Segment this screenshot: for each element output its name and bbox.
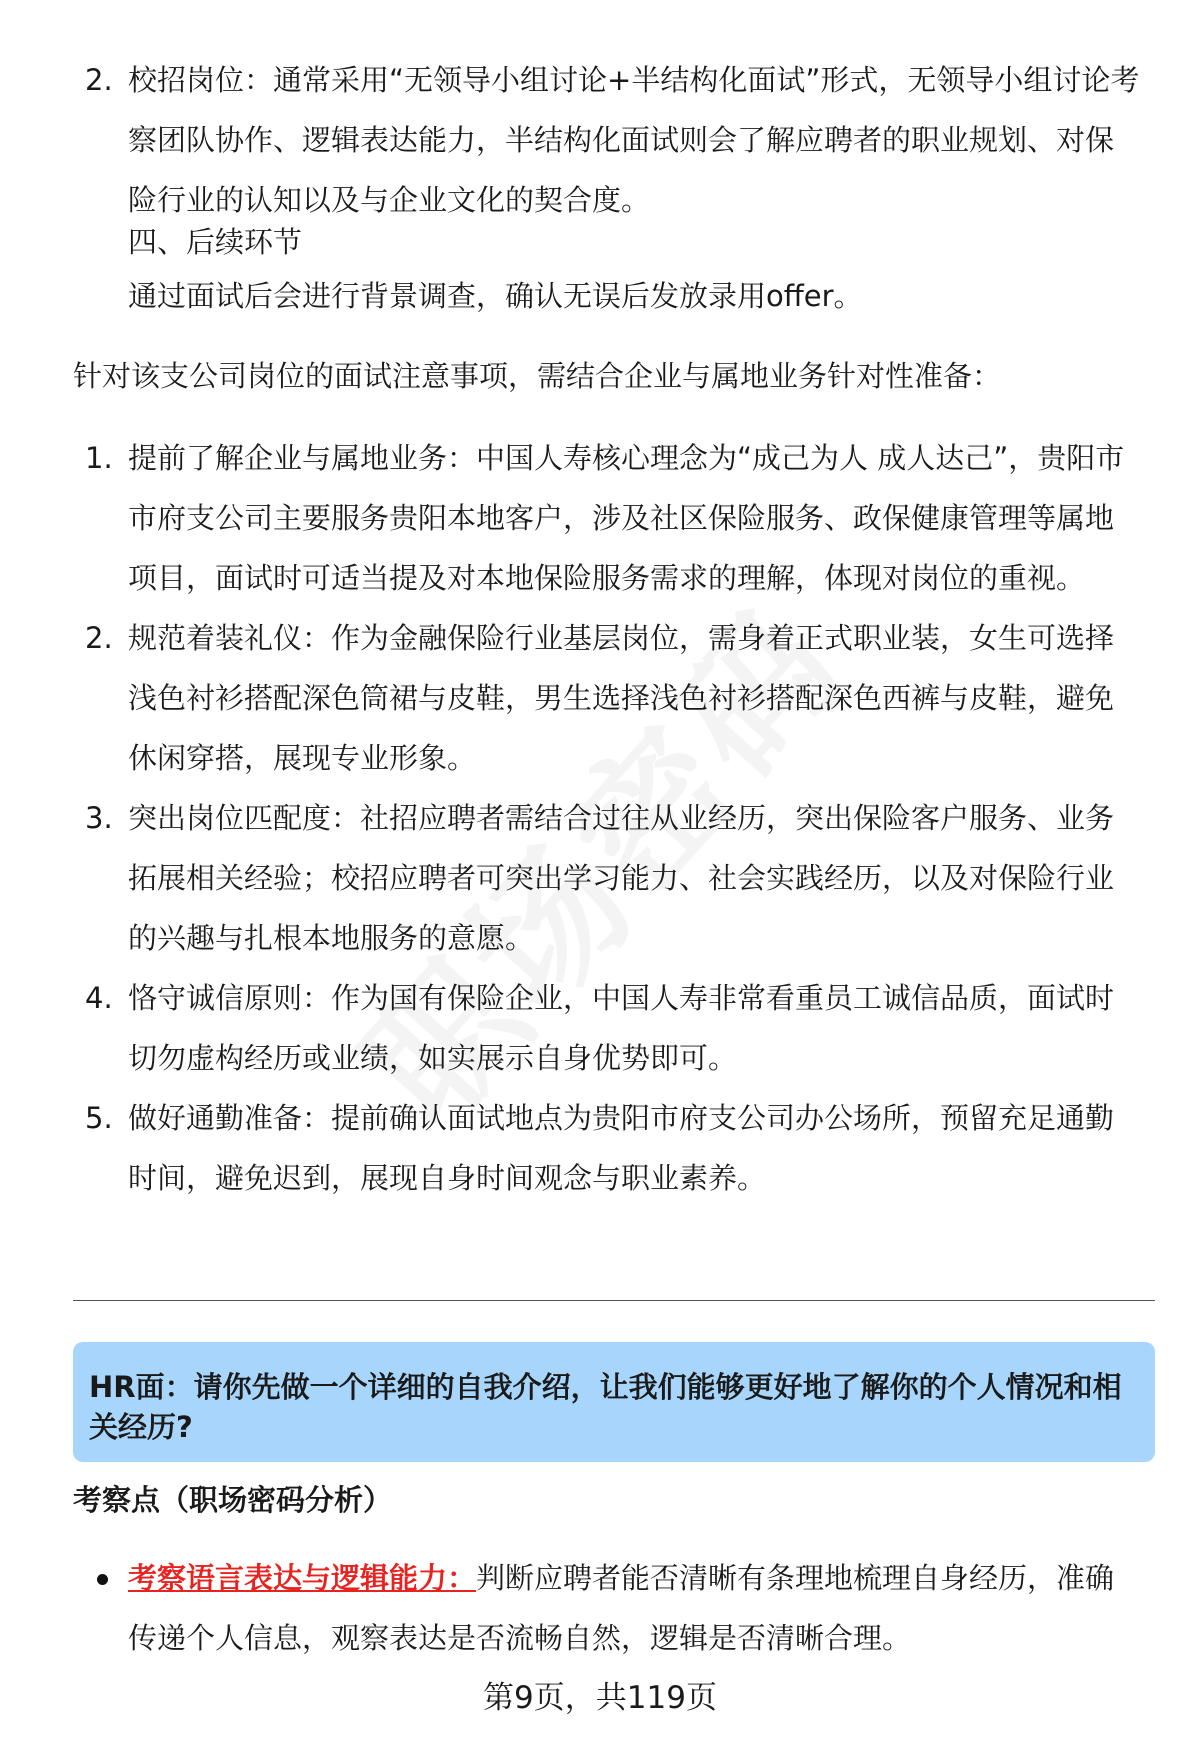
list-item xyxy=(0,50,1200,230)
list-item-text: 校招岗位：通常采用“无领导小组讨论+半结构化面试”形式，无领导小组讨论考察团队协作、逻辑表达能力，半结构化面试则会了解应聘者的职业规划、对保险行业的认知以及与企业文化的契合度。 xyxy=(128,63,1140,217)
list-item-text: 规范着装礼仪：作为金融保险行业基层岗位，需身着正式职业装，女生可选择浅色衬衫搭配深色筒裙与皮鞋，男生选择浅色衬衫搭配深色西裤与皮鞋，避免休闲穿搭，展现专业形象。 xyxy=(128,621,1115,775)
list-item-number: 2. xyxy=(85,63,113,97)
list-item-number: 3. xyxy=(85,801,113,835)
top-list xyxy=(0,50,1200,230)
analysis-point-text: 判断应聘者能否清晰有条理地梳理自身经历，准确传递个人信息，观察表达是否流畅自然，逻辑是否清晰合理。 xyxy=(128,1561,1115,1655)
list-item-number: 4. xyxy=(85,981,113,1015)
list-item-text: 突出岗位匹配度：社招应聘者需结合过往从业经历，突出保险客户服务、业务拓展相关经验；校招应聘者可突出学习能力、社会实践经历，以及对保险行业的兴趣与扎根本地服务的意愿。 xyxy=(128,801,1115,955)
list-item-number: 2. xyxy=(85,621,113,655)
section-heading: 四、后续环节 xyxy=(128,225,303,259)
section-divider xyxy=(73,1300,1155,1301)
analysis-point-key: 考察语言表达与逻辑能力： xyxy=(128,1561,477,1595)
list-item-number: 5. xyxy=(85,1101,113,1135)
analysis-point xyxy=(128,1548,1140,1668)
list-item-text: 恪守诚信原则：作为国有保险企业，中国人寿非常看重员工诚信品质，面试时切勿虚构经历或业绩，如实展示自身优势即可。 xyxy=(128,981,1115,1075)
list-item-number: 1. xyxy=(85,441,113,475)
page-number: 第9页，共119页 xyxy=(483,1680,717,1716)
list-item xyxy=(0,1088,1200,1208)
bullet-icon xyxy=(97,1574,108,1585)
hr-question-text: HR面：请你先做一个详细的自我介绍，让我们能够更好地了解你的个人情况和相关经历? xyxy=(89,1370,1122,1444)
notes-list xyxy=(0,428,1200,1208)
list-item-text: 提前了解企业与属地业务：中国人寿核心理念为“成己为人 成人达己”，贵阳市市府支公司主要服务贵阳本地客户，涉及社区保险服务、政保健康管理等属地项目，面试时可适当提及对本地保险服务需求的理解，体现对岗位的重视。 xyxy=(128,441,1125,595)
list-item xyxy=(0,428,1200,608)
notes-intro: 针对该支公司岗位的面试注意事项，需结合企业与属地业务针对性准备： xyxy=(73,359,1002,393)
analysis-heading: 考察点（职场密码分析） xyxy=(73,1483,393,1517)
list-item xyxy=(0,608,1200,788)
section-body: 通过面试后会进行背景调查，确认无误后发放录用offer。 xyxy=(128,279,863,313)
list-item-text: 做好通勤准备：提前确认面试地点为贵阳市府支公司办公场所，预留充足通勤时间，避免迟到，展现自身时间观念与职业素养。 xyxy=(128,1101,1115,1195)
list-item xyxy=(0,788,1200,968)
hr-question-box xyxy=(73,1342,1155,1462)
list-item xyxy=(0,968,1200,1088)
